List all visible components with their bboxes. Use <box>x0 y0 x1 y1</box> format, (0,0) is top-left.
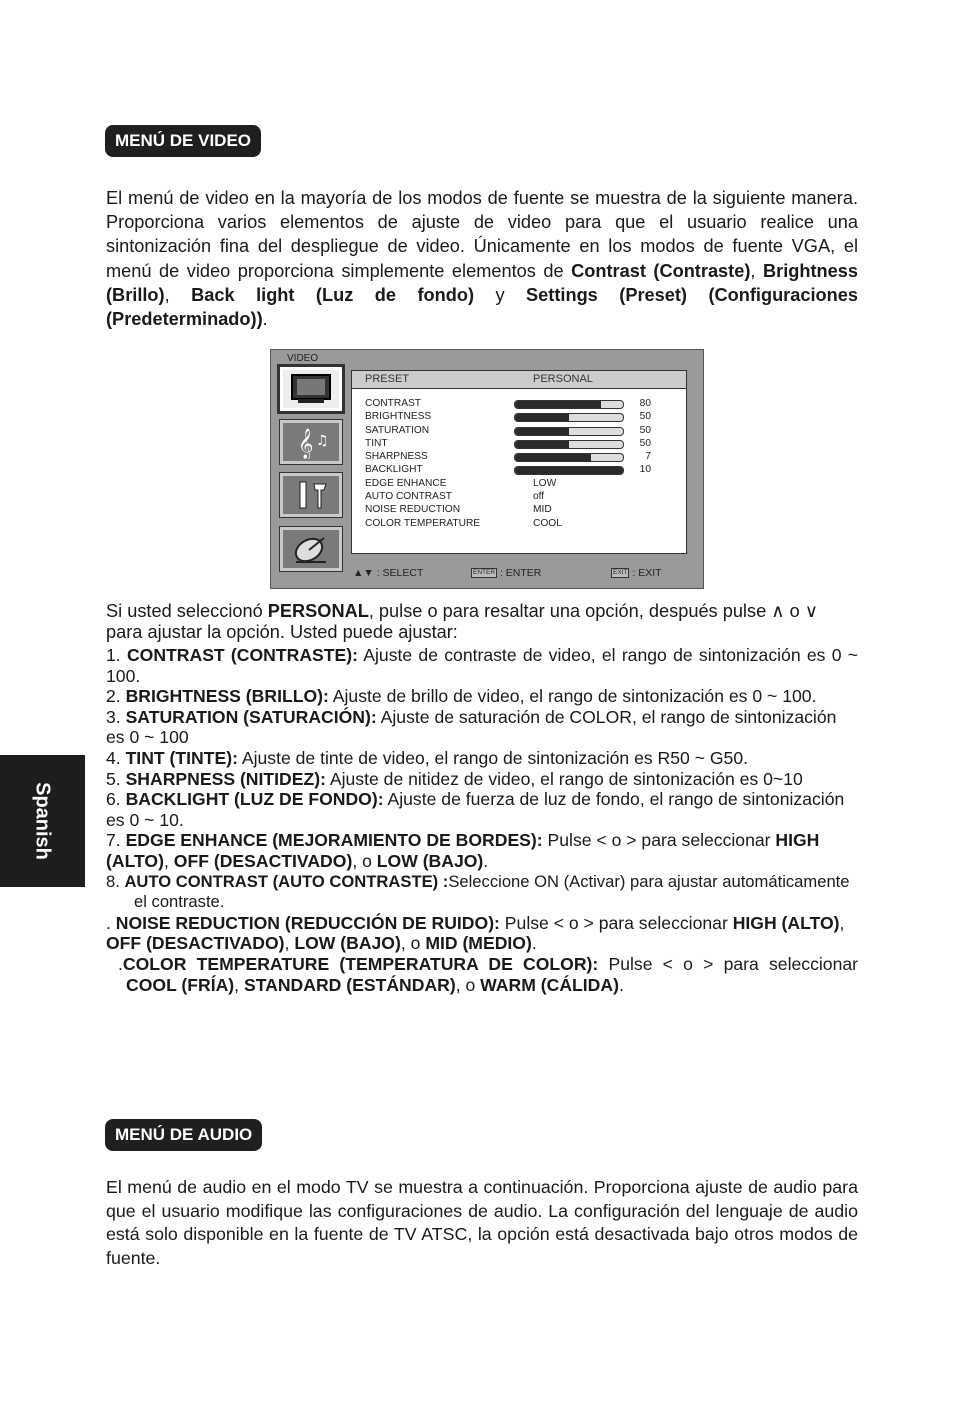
osd-setting-rows <box>352 397 686 530</box>
svg-text:♫: ♫ <box>316 433 329 449</box>
osd-bar-row <box>352 410 686 423</box>
osd-level-bar <box>514 440 624 449</box>
osd-level-fill <box>515 414 569 421</box>
osd-option-value: COOL <box>533 517 562 529</box>
list-item-tint: 4. TINT (TINTE): Ajuste de tinte de video, el rango de sintonización es R50 ~ G50. <box>106 747 749 768</box>
osd-preset-label: PRESET <box>365 373 410 385</box>
osd-option-label: EDGE ENHANCE <box>365 477 447 489</box>
music-note-icon <box>288 425 334 459</box>
osd-level-fill <box>515 441 569 448</box>
osd-audio-tab <box>279 419 343 465</box>
osd-option-label: NOISE REDUCTION <box>365 504 461 516</box>
satellite-dish-icon <box>288 532 334 566</box>
osd-preset-row <box>352 371 686 389</box>
osd-option-row <box>352 490 686 503</box>
osd-bar-label: BRIGHTNESS <box>365 411 432 423</box>
osd-option-value: off <box>533 491 545 503</box>
osd-bar-label: TINT <box>365 437 388 449</box>
audio-intro-paragraph: El menú de audio en el modo TV se muestra a continuación. Proporciona ajuste de audio para que el usuario modifique las configuraciones de audio. La configuración del lenguaje de audio está solo disponible en la fuente de TV ATSC, la opción está desactivada bajo otros modos de fuente. <box>106 1177 858 1268</box>
osd-title: VIDEO <box>287 353 319 364</box>
list-item-sharpness: 5. SHARPNESS (NITIDEZ): Ajuste de nitidez de video, el rango de sintonización es 0~10 <box>106 768 803 789</box>
osd-level-bar <box>514 466 624 475</box>
audio-menu-heading: MENÚ DE AUDIO <box>105 1119 262 1151</box>
osd-bar-value: 50 <box>639 424 651 436</box>
osd-video-tab <box>279 366 343 412</box>
osd-level-bar <box>514 427 624 436</box>
osd-channel-tab <box>279 526 343 572</box>
osd-exit-hint: EXIT : EXIT <box>613 567 662 579</box>
osd-option-label: AUTO CONTRAST <box>365 491 452 503</box>
osd-level-bar <box>514 400 624 409</box>
osd-level-bar <box>514 413 624 422</box>
osd-bar-value: 50 <box>639 411 651 423</box>
osd-preset-value: PERSONAL <box>533 373 593 385</box>
personal-instructions: Si usted seleccionó PERSONAL, pulse o para resaltar una opción, después pulse ∧ o ∨ para ajustar la opción. Usted puede ajustar: <box>106 601 819 642</box>
osd-bar-row <box>352 397 686 410</box>
list-item-backlight: 6. BACKLIGHT (LUZ DE FONDO): Ajuste de fuerza de luz de fondo, el rango de sintonización es 0 ~ 10. <box>106 789 845 830</box>
osd-level-fill <box>515 454 591 461</box>
video-menu-heading: MENÚ DE VIDEO <box>105 125 261 157</box>
osd-bar-label: SATURATION <box>365 424 430 436</box>
osd-bar-row <box>352 437 686 450</box>
osd-level-fill <box>515 428 569 435</box>
osd-bar-value: 7 <box>645 451 651 463</box>
tools-icon <box>288 478 334 512</box>
list-item-edge-enhance: 7. EDGE ENHANCE (MEJORAMIENTO DE BORDES): Pulse < o > para seleccionar HIGH (ALTO), OFF (DESACTIVADO), o LOW (BAJO). <box>106 830 820 871</box>
video-intro-paragraph: El menú de video en la mayoría de los modos de fuente se muestra de la siguiente manera. Proporciona varios elementos de ajuste de video para que el usuario realice una sintonización fina del despliegue de video. Únicamente en los modos de fuente VGA, el menú de video proporciona simplemente elementos de Contrast (Contraste), Brightness (Brillo), Back light (Luz de fondo) y Settings (Preset) (Configuraciones (Predeterminado)). <box>106 188 858 330</box>
osd-bar-value: 80 <box>639 398 651 409</box>
osd-option-value: MID <box>533 504 552 516</box>
settings-list <box>106 645 858 995</box>
language-side-tab <box>0 755 85 887</box>
osd-option-row <box>352 503 686 516</box>
osd-bar-value: 50 <box>639 437 651 449</box>
svg-text:𝄞: 𝄞 <box>298 429 314 459</box>
list-item-contrast: 1. CONTRAST (CONTRASTE): Ajuste de contraste de video, el rango de sintonización es 0 ~ 100. <box>106 645 859 686</box>
osd-option-value: LOW <box>533 477 557 489</box>
list-item-saturation: 3. SATURATION (SATURACIÓN): Ajuste de saturación de COLOR, el rango de sintonización es 0 ~ 100 <box>106 706 837 748</box>
list-item-noise-reduction: . NOISE REDUCTION (REDUCCIÓN DE RUIDO): Pulse < o > para seleccionar HIGH (ALTO), OFF (DESACTIVADO), LOW (BAJO), o MID (MEDIO). <box>106 912 845 954</box>
osd-option-row <box>352 477 686 490</box>
tv-icon <box>288 372 334 406</box>
osd-settings-panel <box>351 370 687 554</box>
osd-bar-row <box>352 463 686 476</box>
osd-level-fill <box>515 467 623 474</box>
osd-setup-tab <box>279 472 343 518</box>
osd-bar-label: BACKLIGHT <box>365 464 423 476</box>
osd-option-row <box>352 517 686 530</box>
list-item-brightness: 2. BRIGHTNESS (BRILLO): Ajuste de brillo de video, el rango de sintonización es 0 ~ 100. <box>106 686 817 707</box>
list-item-color-temperature: .COLOR TEMPERATURE (TEMPERATURA DE COLOR): Pulse < o > para seleccionar COOL (FRÍA), STANDARD (ESTÁNDAR), o WARM (CÁLIDA). <box>118 953 858 995</box>
osd-level-fill <box>515 401 601 408</box>
osd-bar-label: SHARPNESS <box>365 451 428 463</box>
list-item-auto-contrast: 8. AUTO CONTRAST (AUTO CONTRASTE) :Seleccione ON (Activar) para ajustar automáticamente el contraste. <box>106 871 850 912</box>
video-osd-screenshot <box>270 349 704 589</box>
osd-bar-value: 10 <box>639 464 651 476</box>
osd-bar-row <box>352 450 686 463</box>
osd-bar-label: CONTRAST <box>365 398 422 409</box>
osd-select-hint: ▲▼ : SELECT <box>353 567 424 579</box>
osd-enter-hint: ENTER : ENTER <box>473 567 542 579</box>
osd-bar-row <box>352 424 686 437</box>
side-tab-label: Spanish <box>31 782 54 860</box>
osd-option-label: COLOR TEMPERATURE <box>365 517 481 529</box>
osd-level-bar <box>514 453 624 462</box>
